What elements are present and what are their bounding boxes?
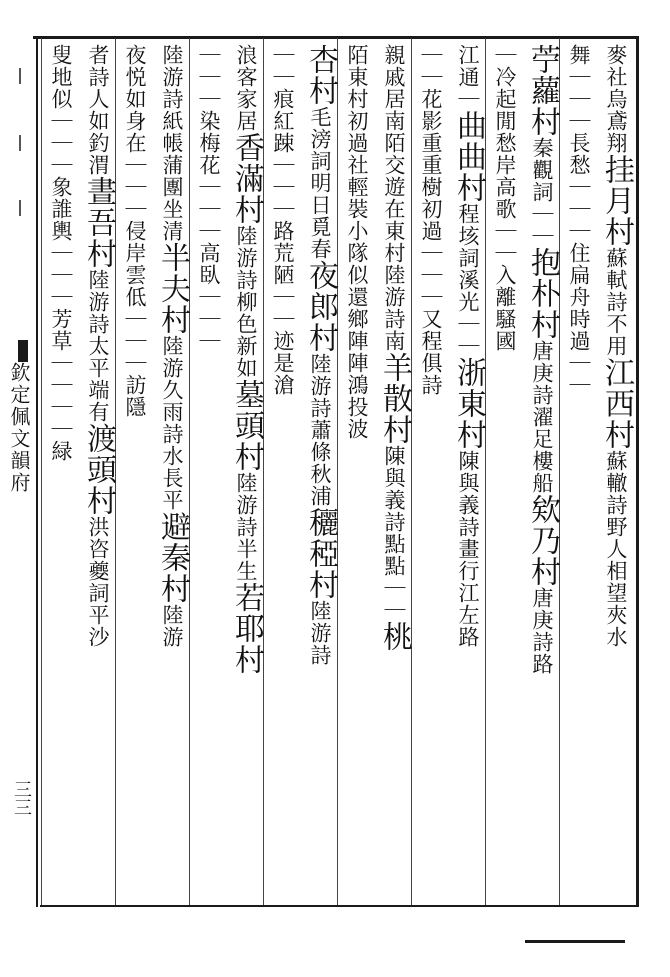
annotation-text: 陳與義詩點點｜｜ [382,445,406,621]
annotation-text: ｜｜ [271,44,295,88]
fish-tail-mark [18,340,28,362]
annotation-text: 陸游詩蕭條秋浦 [308,353,332,507]
annotation-text: ｜｜ [419,44,443,88]
annotation-text: 陳與義詩畫行江左路 [456,450,480,648]
text-column [265,44,302,906]
text-column [487,44,524,906]
headword: 杏村 [303,44,338,106]
bottom-rule [525,940,625,943]
annotation-text: 痕紅踈｜｜｜ [271,88,295,220]
annotation-text: 麥社烏鳶翔 [604,44,628,154]
text-column [302,44,339,906]
text-column [524,44,561,906]
text-column [191,44,228,906]
text-column [376,44,413,906]
headword: 墓頭村 [229,379,264,472]
annotation-text: ｜冷起閒愁 [493,44,517,154]
annotation-text: 蘇軾詩不用 [604,247,628,357]
gutter-tick [19,200,21,216]
annotation-text: 唐庚詩濯足樓船 [530,340,554,494]
annotation-text: 叟地似｜｜｜ [49,44,73,176]
text-column [413,44,450,906]
book-title: 欽定佩文韻府 [7,362,31,494]
annotation-text: 訪隱 [123,374,147,418]
annotation-text: 象誰輿｜｜｜ [49,176,73,308]
headword: 若耶村 [229,582,264,675]
text-column [43,44,80,906]
annotation-text: 者詩人如釣渭 [86,44,110,176]
frame-right-border [636,36,639,907]
annotation-text: 秦觀詞｜｜ [530,137,554,247]
headword: 羊散村 [377,352,412,445]
annotation-text: 陣陣鴻投波 [345,330,369,440]
annotation-text: 江通｜ [456,44,480,110]
annotation-text: 浪客家居 [234,44,258,132]
text-column [450,44,487,906]
frame-left-border [36,36,38,907]
annotation-text: 陸游久雨詩水長平 [160,335,184,511]
headword: 抱朴村 [525,247,560,340]
annotation-text: 長愁｜｜｜ [567,132,591,242]
headword: 欸乃村 [525,494,560,587]
annotation-text: 舞｜｜｜ [567,44,591,132]
headword: 桃 [377,621,412,652]
annotation-text: 親戚居南陌交遊在東村陸游詩南 [382,44,406,352]
text-column [339,44,376,906]
annotation-text: 陸游詩紙帳蒲團坐清 [160,44,184,242]
annotation-text: 陌東村初過社輕裝小隊似還鄉 [345,44,369,330]
annotation-text: 毛滂詞明日覓春 [308,106,332,260]
annotation-text: 初過｜｜｜又程俱詩 [419,198,443,396]
annotation-text: 岸高歌｜｜ [493,154,517,264]
annotation-text: 迹是滄 [271,330,295,396]
annotation-text: 夜悦如身在｜｜｜ [123,44,147,220]
frame-top-border [33,36,639,39]
text-column [80,44,117,906]
headword: 香滿村 [229,132,264,225]
gutter-tick [19,68,21,84]
annotation-text: 染梅花｜｜｜ [197,110,221,242]
text-column [117,44,154,906]
annotation-text: 陸游 [160,604,184,648]
annotation-text: 高臥｜｜｜ [197,242,221,352]
headword: 晝吾村 [81,176,116,269]
headword: 穲稏村 [303,507,338,600]
text-column [561,44,598,906]
text-column [154,44,191,906]
annotation-text: 芳草｜｜｜｜緑 [49,308,73,462]
headword: 半夫村 [155,242,190,335]
headword: 曲曲村 [451,110,486,203]
text-column [228,44,265,906]
annotation-text: 洪咨夔詞平沙 [86,516,110,648]
headword: 渡頭村 [81,423,116,516]
annotation-text: 入離騷國 [493,264,517,352]
headword: 夜郎村 [303,260,338,353]
annotation-text: 蘇轍詩野人相望夾水 [604,450,628,648]
annotation-text: 程垓詞溪光｜｜ [456,203,480,357]
annotation-text: 路荒陋｜｜ [271,220,295,330]
text-column [598,44,635,906]
annotation-text: ｜｜｜ [197,44,221,110]
headword: 挂月村 [599,154,634,247]
annotation-text: 花影重重樹 [419,88,443,198]
page-number: 三三 [11,780,32,816]
gutter-tick [19,135,21,151]
annotation-text: 唐庚詩路 [530,587,554,675]
headword: 江西村 [599,357,634,450]
annotation-text: 陸游詩 [308,600,332,666]
headword: 浙東村 [451,357,486,450]
annotation-text: 陸游詩太平端有 [86,269,110,423]
annotation-text: 侵岸雲低｜｜｜ [123,220,147,374]
headword: 避秦村 [155,511,190,604]
annotation-text: 陸游詩半生 [234,472,258,582]
page-gutter [4,40,34,900]
annotation-text: 陸游詩柳色新如 [234,225,258,379]
annotation-text: 住扁舟時過｜｜ [567,242,591,396]
headword: 苧蘿村 [525,44,560,137]
